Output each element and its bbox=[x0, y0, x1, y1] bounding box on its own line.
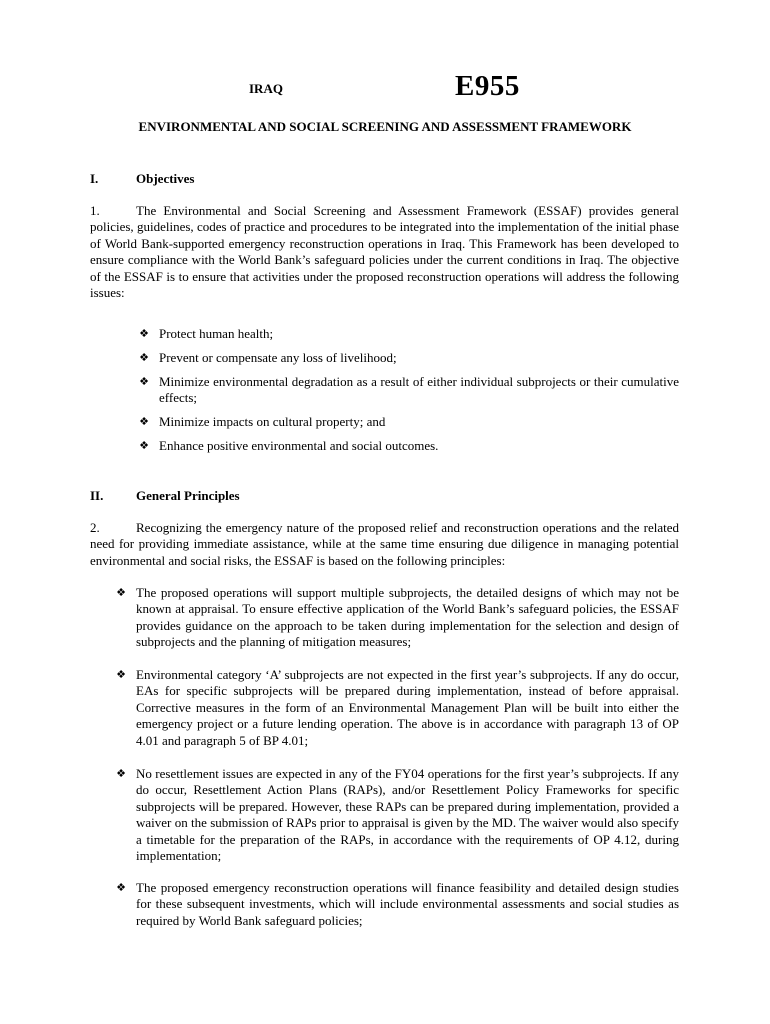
section-title: General Principles bbox=[136, 488, 240, 503]
diamond-bullet-icon: ❖ bbox=[139, 415, 149, 428]
diamond-bullet-icon: ❖ bbox=[139, 439, 149, 452]
paragraph-1 bbox=[90, 203, 679, 301]
bullet-item bbox=[139, 414, 679, 430]
bullet-text: Minimize impacts on cultural property; and bbox=[159, 414, 386, 429]
document-code: E955 bbox=[455, 70, 520, 102]
section-heading-objectives bbox=[90, 171, 194, 187]
diamond-bullet-icon: ❖ bbox=[116, 586, 126, 599]
document-title: ENVIRONMENTAL AND SOCIAL SCREENING AND ASSESSMENT FRAMEWORK bbox=[138, 119, 632, 134]
section-number: II. bbox=[90, 488, 104, 503]
principle-text: The proposed emergency reconstruction operations will finance feasibility and detailed design studies for these subsequent investments, which will include environmental assessments and social studies as required by World Bank safeguard policies; bbox=[136, 880, 679, 928]
bullet-item bbox=[139, 438, 679, 454]
principle-item bbox=[116, 766, 679, 864]
bullet-text: Minimize environmental degradation as a result of either individual subprojects or their cumulative effects; bbox=[159, 374, 679, 406]
principle-text: Environmental category ‘A’ subprojects are not expected in the first year’s subprojects. If any do occur, EAs for specific subprojects will be prepared during implementation, instead of before appraisal. Corrective measures in the form of an Environmental Management Plan will be built into either the emergency project or a future lending operation. The above is in accordance with paragraph 13 of OP 4.01 and paragraph 5 of BP 4.01; bbox=[136, 667, 679, 748]
paragraph-number: 1. bbox=[90, 203, 100, 218]
diamond-bullet-icon: ❖ bbox=[139, 375, 149, 388]
country-label: IRAQ bbox=[249, 81, 283, 96]
principle-text: No resettlement issues are expected in any of the FY04 operations for the first year’s subprojects. If any do occur, Resettlement Action Plans (RAPs), and/or Resettlement Policy Frameworks for specific subprojects will be prepared. However, these RAPs can be prepared during implementation, provided a waiver on the submission of RAPs prior to appraisal is given by the MD. The waiver would also specify a timetable for the preparation of the RAPs, in accordance with the requirements of OP 4.12, during implementation; bbox=[136, 766, 679, 864]
bullet-item bbox=[139, 326, 679, 342]
paragraph-text: Recognizing the emergency nature of the proposed relief and reconstruction operations and the related need for providing immediate assistance, while at the same time ensuring due diligence in managing potential environmental and social risks, the ESSAF is based on the following principles: bbox=[90, 520, 679, 568]
bullet-item bbox=[139, 350, 679, 366]
bullet-item bbox=[139, 374, 679, 407]
paragraph-text: The Environmental and Social Screening and Assessment Framework (ESSAF) provides general policies, guidelines, codes of practice and procedures to be integrated into the implementation of the initial phase of World Bank-supported emergency reconstruction operations in Iraq. This Framework has been developed to ensure compliance with the World Bank’s safeguard policies under the current conditions in Iraq. The objective of the ESSAF is to ensure that activities under the proposed reconstruction operations will address the following issues: bbox=[90, 203, 679, 301]
section-heading-general-principles bbox=[90, 488, 240, 504]
paragraph-number: 2. bbox=[90, 520, 100, 535]
bullet-text: Protect human health; bbox=[159, 326, 274, 341]
diamond-bullet-icon: ❖ bbox=[139, 351, 149, 364]
diamond-bullet-icon: ❖ bbox=[139, 327, 149, 340]
bullet-text: Prevent or compensate any loss of livelihood; bbox=[159, 350, 397, 365]
bullet-text: Enhance positive environmental and social outcomes. bbox=[159, 438, 439, 453]
section-title: Objectives bbox=[136, 171, 195, 186]
section-number: I. bbox=[90, 171, 99, 186]
document-header bbox=[0, 70, 770, 104]
diamond-bullet-icon: ❖ bbox=[116, 668, 126, 681]
principle-text: The proposed operations will support multiple subprojects, the detailed designs of which may not be known at appraisal. To ensure effective application of the World Bank’s safeguard policies, the ESSAF provides guidance on the approach to be taken during implementation for the selection and design of subprojects and the planning of mitigation measures; bbox=[136, 585, 679, 650]
paragraph-2 bbox=[90, 520, 679, 569]
principle-item bbox=[116, 667, 679, 749]
principle-item bbox=[116, 585, 679, 651]
diamond-bullet-icon: ❖ bbox=[116, 881, 126, 894]
diamond-bullet-icon: ❖ bbox=[116, 767, 126, 780]
principle-item bbox=[116, 880, 679, 929]
